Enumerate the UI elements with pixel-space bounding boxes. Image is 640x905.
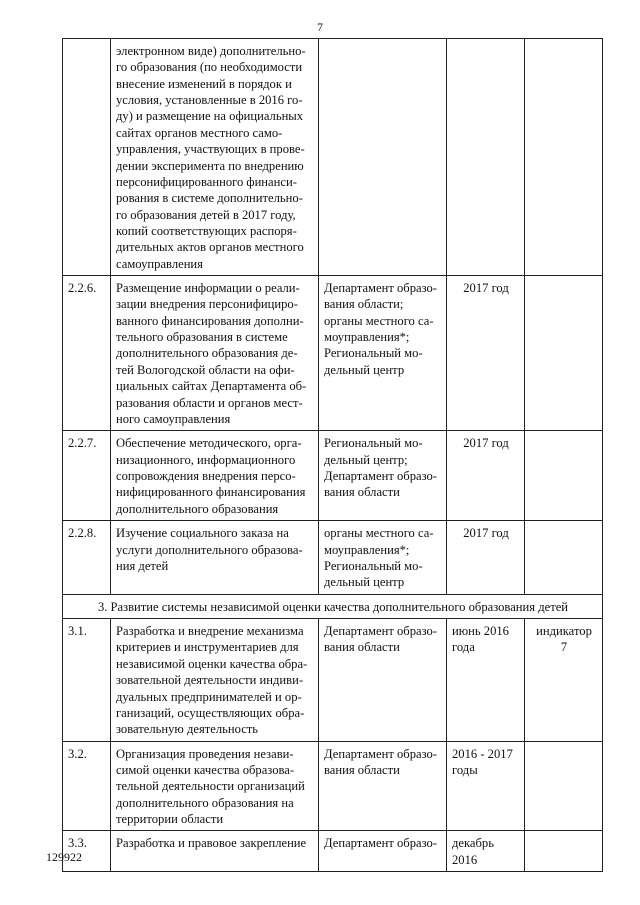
responsible-text bbox=[319, 39, 447, 276]
row-number bbox=[63, 39, 111, 276]
responsible-text: Департамент образо- вания области bbox=[319, 741, 447, 831]
activity-text: Обеспечение методического, орга- низационного, информационного сопровождения внедрения персо- нифицированного финансирования дополнительного образования bbox=[111, 431, 319, 521]
activity-text: Разработка и внедрение механизма критериев и инструментариев для независимой оценки качества обра- зовательной деятельности индиви- дуальных предпринимателей и ор- ганизаций, осуществляющих обра- зовательную деятельность bbox=[111, 619, 319, 742]
responsible-text: Департамент образо- вания области; органы местного са- моуправления*; Региональный мо- дельный центр bbox=[319, 276, 447, 431]
activity-text: Размещение информации о реали- зации внедрения персонифициро- ванного финансирования дополни- тельного образования в системе дополнительного образования де- тей Вологодской области на офи- циальных сайтах Департамента об- разования области и органов мест- ного самоуправления bbox=[111, 276, 319, 431]
table-row bbox=[63, 831, 603, 872]
table-row bbox=[63, 619, 603, 742]
indicator-text bbox=[525, 521, 603, 594]
row-number: 2.2.8. bbox=[63, 521, 111, 594]
section-title: 3. Развитие системы независимой оценки качества дополнительного образования детей bbox=[63, 594, 603, 618]
document-code: 129922 bbox=[46, 850, 82, 864]
responsible-text: Департамент образо- вания области bbox=[319, 619, 447, 742]
deadline-text bbox=[447, 39, 525, 276]
deadline-text: июнь 2016 года bbox=[447, 619, 525, 742]
page-number: 7 bbox=[317, 20, 323, 34]
responsible-text: Региональный мо- дельный центр; Департамент образо- вания области bbox=[319, 431, 447, 521]
indicator-text: индикатор 7 bbox=[525, 619, 603, 742]
activity-text: Разработка и правовое закрепление bbox=[111, 831, 319, 872]
row-number: 2.2.7. bbox=[63, 431, 111, 521]
deadline-text: декабрь 2016 bbox=[447, 831, 525, 872]
row-number: 3.1. bbox=[63, 619, 111, 742]
table-row bbox=[63, 39, 603, 276]
indicator-text bbox=[525, 831, 603, 872]
indicator-text bbox=[525, 276, 603, 431]
row-number: 3.3. bbox=[63, 831, 111, 872]
section-row bbox=[63, 594, 603, 618]
deadline-text: 2017 год bbox=[447, 431, 525, 521]
responsible-text: органы местного са- моуправления*; Региональный мо- дельный центр bbox=[319, 521, 447, 594]
table-row bbox=[63, 431, 603, 521]
table-row bbox=[63, 741, 603, 831]
indicator-text bbox=[525, 741, 603, 831]
activity-text: электронном виде) дополнительно- го образования (по необходимости внесение изменений в порядок и условия, установленные в 2016 го- ду) и размещение на официальных сайтах органов местного само- управления, участвующих в прове- дении эксперимента по внедрению персонифицированного финанси- рования в системе дополнительно- го образования детей в 2017 году, копий соответствующих распоря- дительных актов органов местного самоуправления bbox=[111, 39, 319, 276]
deadline-text: 2016 - 2017 годы bbox=[447, 741, 525, 831]
indicator-text bbox=[525, 39, 603, 276]
activity-text: Изучение социального заказа на услуги дополнительного образова- ния детей bbox=[111, 521, 319, 594]
table-row bbox=[63, 276, 603, 431]
activity-text: Организация проведения незави- симой оценки качества образова- тельной деятельности организаций дополнительного образования на территории области bbox=[111, 741, 319, 831]
responsible-text: Департамент образо- bbox=[319, 831, 447, 872]
table-row bbox=[63, 521, 603, 594]
row-number: 2.2.6. bbox=[63, 276, 111, 431]
indicator-text bbox=[525, 431, 603, 521]
row-number: 3.2. bbox=[63, 741, 111, 831]
deadline-text: 2017 год bbox=[447, 276, 525, 431]
measures-table bbox=[62, 38, 603, 872]
deadline-text: 2017 год bbox=[447, 521, 525, 594]
